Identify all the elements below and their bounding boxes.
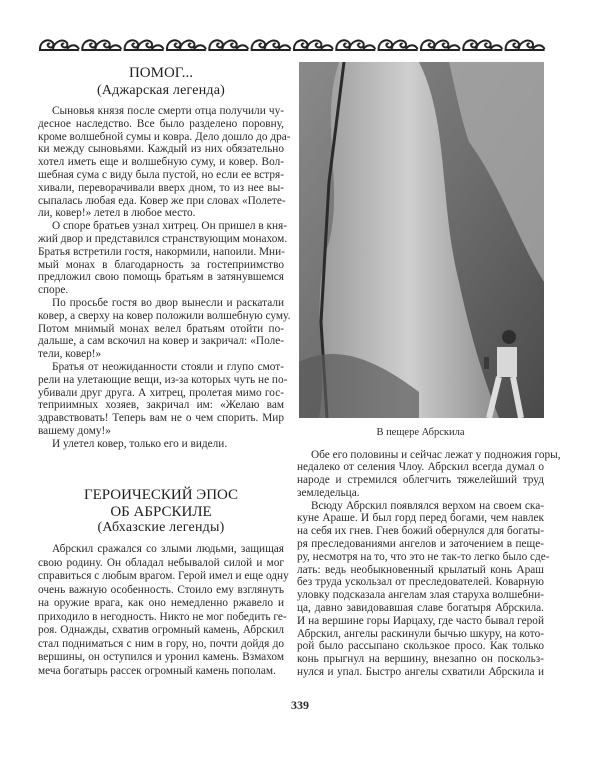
- text-line: очень важную особенность. Стоило ему взглянуть: [38, 583, 284, 596]
- section-title-line-1: ГЕРОИЧЕСКИЙ ЭПОС: [83, 487, 239, 503]
- text-line: Братья от неожиданности стояли и глупо смот-: [52, 360, 284, 373]
- paragraph: [38, 296, 291, 361]
- text-line: недалеко от селения Члоу. Абрскил всегда думал о: [297, 461, 544, 474]
- text-line: кроме волшебной сумы и ковра. Дело дошло до дра-: [38, 130, 291, 143]
- text-line: ки между сыновьями. Каждый из них обязательно: [38, 143, 284, 156]
- text-line: Сыновья князя после смерти отца получили чу-: [52, 105, 284, 117]
- text-line: вашему дому!»: [38, 424, 111, 437]
- text-line: убивали друг друга. А хитрец, пролетая мимо гос-: [38, 386, 284, 399]
- text-line: Всюду Абрскил появлялся верхом на своем ска-: [311, 499, 544, 512]
- paragraph: [38, 543, 289, 678]
- text-line: шебная сума с виду была пустой, но если ее встря-: [38, 168, 284, 181]
- paragraph: [297, 448, 561, 500]
- text-line: конь прыгнул на вершину, внезапно он поскольз-: [297, 653, 544, 666]
- text-line: свою родину. Он обладал небывалой силой и мог: [38, 556, 284, 569]
- text-line: дальше, а сам вскочил на ковер и закричал: «Поле-: [38, 335, 284, 348]
- paragraph: [38, 360, 288, 438]
- text-line: О споре братьев узнал хитрец. Он пришел в кня-: [52, 220, 288, 233]
- decorative-wave-border: [38, 36, 546, 52]
- paragraph: [38, 105, 291, 220]
- text-line: на оружие врага, как оно немедленно ржавело и: [38, 597, 284, 609]
- text-line: нулся и упал. Быстро ангелы схватили Абрскила и: [297, 666, 544, 679]
- text-line: тели, ковер!»: [38, 348, 102, 361]
- text-line: ря преследованиями ангелов и заточением в пеще-: [297, 538, 544, 551]
- text-line: ковер, а сверху на ковер положили волшебную суму.: [38, 309, 291, 322]
- section-title-line-2: ОБ АБРСКИЛЕ: [110, 504, 212, 520]
- page-number: 339: [291, 698, 309, 712]
- text-line: хотел иметь еще и волшебную суму, и ковер. Вол-: [38, 156, 284, 169]
- text-line: споре.: [38, 284, 69, 297]
- text-line: справиться с любым врагом. Герой имел и еще одну: [38, 570, 289, 582]
- text-line: уловку подсказала ангелам злая старуха волшебни-: [297, 589, 544, 602]
- text-line: куне Араше. И был горд перед богами, чем навлек: [297, 512, 544, 525]
- section-subtitle: (Абхазские легенды): [97, 520, 225, 535]
- text-line: земледельца.: [297, 486, 360, 499]
- text-line: Потом мнимый монах велел братьям отойти по-: [38, 322, 284, 335]
- text-line: стал подниматься с ним в гору, но, почти дойдя до: [38, 637, 284, 650]
- story-continuation-text: [297, 448, 561, 679]
- text-line: Абрскил, ангелы раскинули бычью шкуру, на кото-: [297, 627, 544, 640]
- text-line: И улетел ковер, только его и видели.: [52, 437, 228, 450]
- story-subtitle: (Аджарская легенда): [96, 83, 225, 98]
- text-line: По просьбе гостя во двор вынесли и раскатали: [52, 296, 284, 309]
- paragraph: [297, 499, 550, 679]
- text-line: десное наследство. Все было разделено поровну,: [38, 117, 284, 130]
- cave-photo: [299, 62, 544, 418]
- text-line: теприимных хозяев, закричал им: «Желаю вам: [38, 399, 284, 412]
- text-line: ца, давно завидовавшая славе богатыря Абрскила.: [297, 602, 544, 615]
- section-text: [38, 543, 289, 678]
- story-text: [38, 105, 291, 451]
- text-line: роя. Однажды, схватив огромный камень, Абрскил: [38, 624, 284, 636]
- text-line: Обе его половины и сейчас лежат у подножия горы,: [311, 448, 561, 461]
- text-line: И на вершине горы Иарцаху, где часто бывал герой: [297, 614, 544, 627]
- text-line: здравствовать! Теперь вам не о чем спорить. Мир: [38, 412, 284, 425]
- text-line: ли, ковер!» летел в любое место.: [38, 207, 196, 220]
- text-line: лать: ведь необыкновенный крылатый конь Араш: [297, 563, 544, 576]
- text-line: меча богатырь рассек огромный камень пополам.: [38, 664, 276, 677]
- text-line: без труда ускользал от преследователей. Коварную: [297, 576, 544, 589]
- text-line: народе и стремился облегчить тяжелейший труд: [297, 474, 544, 487]
- text-line: мый монах в благодарность за гостеприимство: [38, 258, 284, 271]
- photo-caption: В пещере Абрскила: [376, 427, 465, 438]
- text-line: рой было рассыпано скользкое просо. Как только: [297, 640, 544, 653]
- story-title: ПОМОГ...: [128, 65, 194, 81]
- text-line: Братья встретили гостя, накормили, напоили. Мни-: [38, 245, 285, 258]
- text-line: жий двор и представился странствующим монахом.: [38, 232, 288, 245]
- text-line: приходило в негодность. Никто не мог победить ге-: [38, 610, 287, 623]
- text-line: сыпалась любая еда. Ковер же при словах «Полете-: [38, 194, 286, 207]
- paragraph: [38, 220, 288, 297]
- paragraph: [38, 438, 284, 451]
- text-line: хивали, переворачивали вверх дном, то из нее вы-: [38, 181, 284, 194]
- text-line: Абрскил сражался со злыми людьми, защищая: [52, 543, 284, 555]
- text-line: на себя их гнев. Гнев божий обернулся для богаты-: [297, 525, 544, 538]
- text-line: предложил свою помощь братьям в затянувшемся: [38, 271, 284, 284]
- text-line: вершины, он оступился и уронил камень. Взмахом: [38, 651, 284, 663]
- text-line: ру, несмотря на то, что это не так-то легко было сде-: [297, 550, 550, 563]
- text-line: рели на улетающие вещи, из-за которых чуть не по-: [38, 373, 288, 386]
